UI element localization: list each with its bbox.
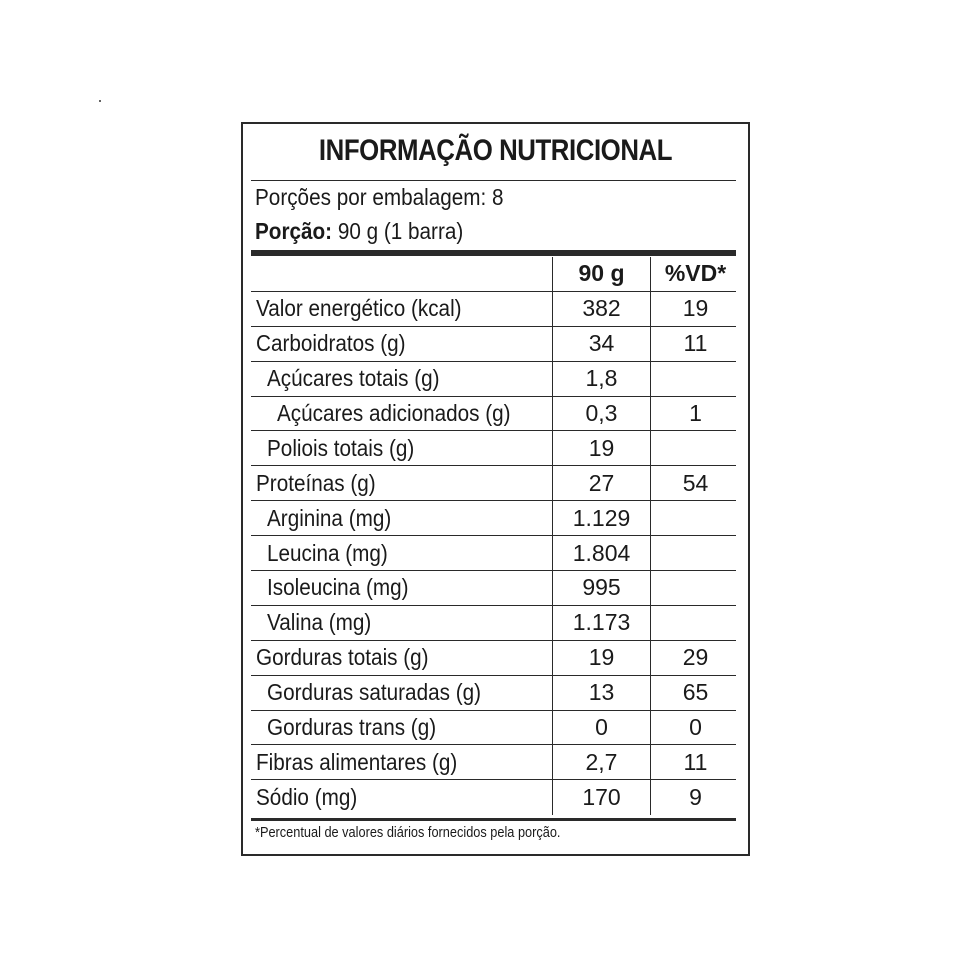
header-amount: 90 g xyxy=(552,257,650,291)
nutrient-name-text: Valina (mg) xyxy=(267,609,372,636)
nutrient-amount: 19 xyxy=(552,641,650,675)
nutrient-name xyxy=(251,292,551,326)
serving-size-value: 90 g (1 barra) xyxy=(332,218,464,244)
nutrient-name-text: Carboidratos (g) xyxy=(256,330,406,357)
nutrient-name-text: Poliois totais (g) xyxy=(267,434,415,461)
footer-divider xyxy=(251,818,736,821)
nutrient-name-text: Fibras alimentares (g) xyxy=(256,748,458,775)
nutrient-name xyxy=(251,431,551,465)
nutrient-name-text: Valor energético (kcal) xyxy=(256,295,462,322)
table-header-row xyxy=(251,257,736,292)
nutrient-name xyxy=(251,711,551,745)
nutrient-name xyxy=(251,571,551,605)
nutrient-row xyxy=(251,676,736,711)
nutrient-name xyxy=(251,606,551,640)
stray-dot xyxy=(99,100,101,102)
serving-size xyxy=(255,218,463,245)
nutrient-name xyxy=(251,536,551,570)
nutrient-daily-value: 1 xyxy=(650,397,740,431)
nutrient-name-text: Leucina (mg) xyxy=(267,539,388,566)
nutrient-name xyxy=(251,780,551,815)
nutrient-amount: 995 xyxy=(552,571,650,605)
nutrient-daily-value xyxy=(650,571,740,605)
nutrient-row xyxy=(251,536,736,571)
nutrient-name xyxy=(251,676,551,710)
nutrient-amount: 1.173 xyxy=(552,606,650,640)
nutrient-name xyxy=(251,641,551,675)
nutrient-daily-value xyxy=(650,536,740,570)
nutrient-amount: 1.804 xyxy=(552,536,650,570)
nutrient-row xyxy=(251,571,736,606)
nutrient-rows xyxy=(251,292,736,815)
nutrient-daily-value xyxy=(650,606,740,640)
nutrient-name-text: Isoleucina (mg) xyxy=(267,574,409,601)
nutrient-amount: 1,8 xyxy=(552,362,650,396)
nutrient-name xyxy=(251,327,551,361)
nutrient-name xyxy=(251,397,551,431)
header-daily-value: %VD* xyxy=(650,257,740,291)
nutrient-row xyxy=(251,431,736,466)
nutrient-row xyxy=(251,745,736,780)
nutrient-daily-value: 9 xyxy=(650,780,740,815)
nutrient-amount: 382 xyxy=(552,292,650,326)
nutrient-row xyxy=(251,780,736,815)
footnote: *Percentual de valores diários fornecidos pela porção. xyxy=(255,824,561,841)
nutrient-name-text: Sódio (mg) xyxy=(256,784,358,811)
nutrient-name-text: Gorduras trans (g) xyxy=(267,714,437,741)
nutrient-daily-value: 29 xyxy=(650,641,740,675)
nutrient-name xyxy=(251,466,551,500)
nutrition-facts-label xyxy=(241,122,750,856)
nutrient-daily-value xyxy=(650,431,740,465)
nutrient-daily-value: 11 xyxy=(650,745,740,779)
nutrient-amount: 1.129 xyxy=(552,501,650,535)
nutrient-amount: 27 xyxy=(552,466,650,500)
serving-size-prefix: Porção: xyxy=(255,218,333,244)
header-nutrient-cell xyxy=(251,257,551,291)
nutrient-amount: 34 xyxy=(552,327,650,361)
nutrient-daily-value: 54 xyxy=(650,466,740,500)
nutrient-daily-value: 65 xyxy=(650,676,740,710)
servings-per-package: Porções por embalagem: 8 xyxy=(255,184,504,210)
nutrient-row xyxy=(251,397,736,432)
nutrient-row xyxy=(251,711,736,746)
nutrient-row xyxy=(251,501,736,536)
nutrient-amount: 13 xyxy=(552,676,650,710)
nutrient-row xyxy=(251,641,736,676)
nutrient-row xyxy=(251,327,736,362)
nutrient-amount: 0 xyxy=(552,711,650,745)
nutrient-row xyxy=(251,362,736,397)
nutrient-daily-value: 19 xyxy=(650,292,740,326)
nutrient-daily-value xyxy=(650,362,740,396)
nutrient-name-text: Gorduras saturadas (g) xyxy=(267,679,482,706)
nutrient-row xyxy=(251,292,736,327)
nutrient-name-text: Açúcares totais (g) xyxy=(267,365,440,392)
nutrition-table xyxy=(251,257,736,815)
nutrient-amount: 170 xyxy=(552,780,650,815)
label-title: INFORMAÇÃO NUTRICIONAL xyxy=(318,134,673,167)
nutrient-name-text: Proteínas (g) xyxy=(256,469,376,496)
nutrient-amount: 0,3 xyxy=(552,397,650,431)
nutrient-name-text: Arginina (mg) xyxy=(267,504,392,531)
title-divider xyxy=(251,180,736,181)
nutrient-name xyxy=(251,501,551,535)
nutrient-amount: 19 xyxy=(552,431,650,465)
nutrient-row xyxy=(251,606,736,641)
nutrient-daily-value: 0 xyxy=(650,711,740,745)
nutrient-name xyxy=(251,362,551,396)
nutrient-daily-value xyxy=(650,501,740,535)
serving-divider xyxy=(251,250,736,256)
nutrient-daily-value: 11 xyxy=(650,327,740,361)
nutrient-amount: 2,7 xyxy=(552,745,650,779)
nutrient-row xyxy=(251,466,736,501)
nutrient-name xyxy=(251,745,551,779)
nutrient-name-text: Gorduras totais (g) xyxy=(256,644,429,671)
nutrient-name-text: Açúcares adicionados (g) xyxy=(277,400,511,426)
